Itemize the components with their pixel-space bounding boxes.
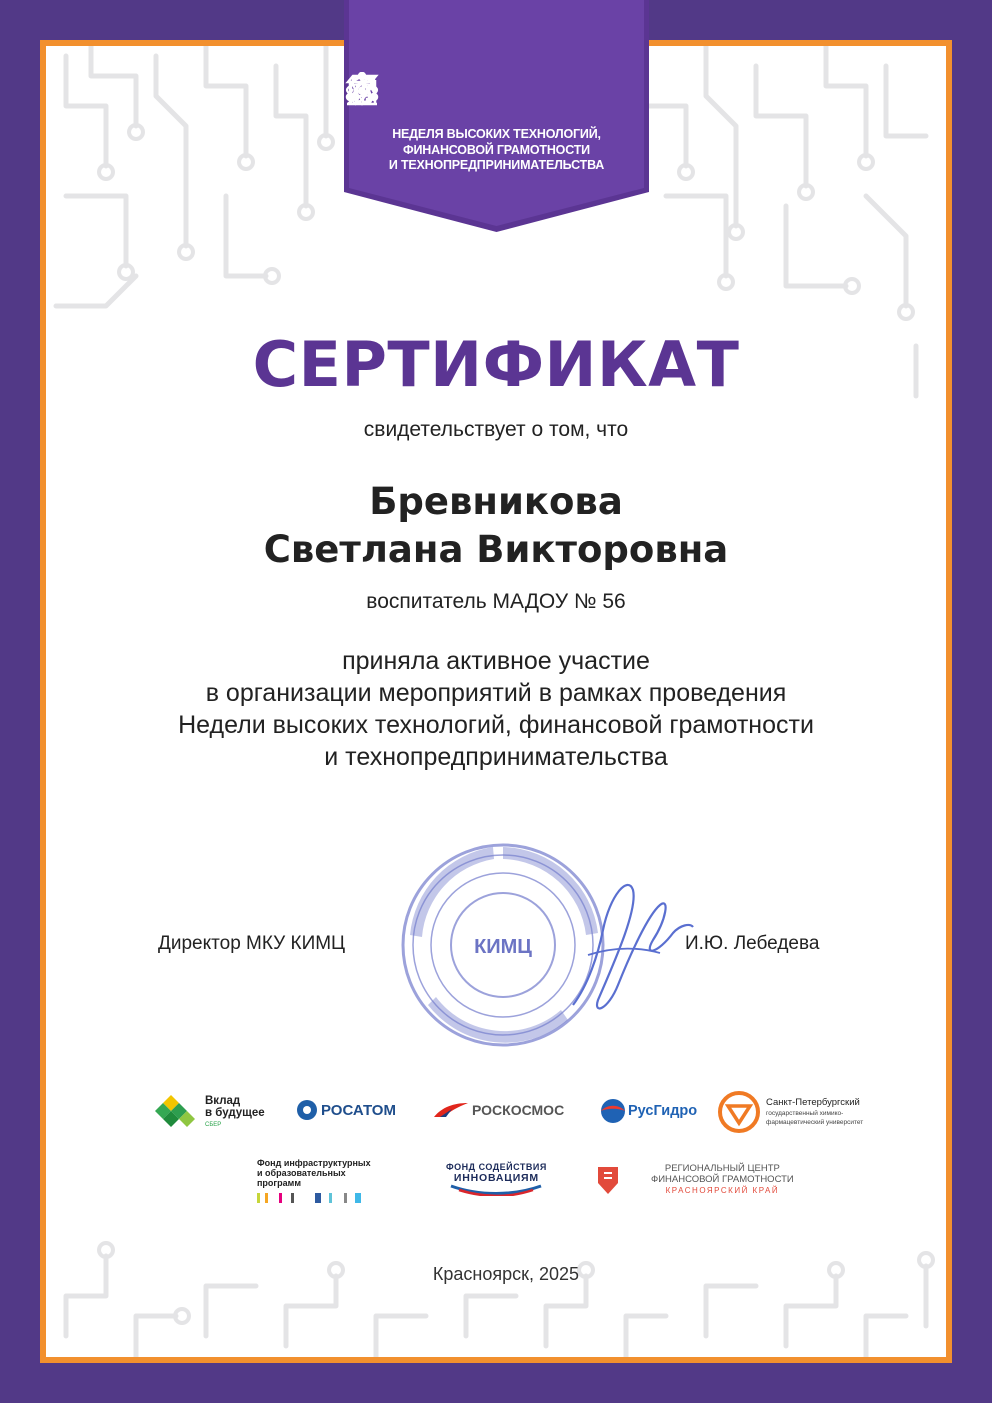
recipient-given-names: Светлана Викторовна <box>263 528 729 571</box>
vklad-line-3: СБЕР <box>205 1122 222 1128</box>
city-year: Красноярск, 2025 <box>432 1264 580 1284</box>
head-profile-icon <box>479 72 515 108</box>
logo-vklad <box>153 1093 265 1133</box>
rushydro-icon <box>600 1098 626 1124</box>
logo-regional-center <box>597 1163 794 1196</box>
vklad-line-1: Вклад <box>205 1095 241 1107</box>
vklad-logo-icon <box>153 1093 201 1133</box>
roscosmos-icon <box>432 1101 470 1119</box>
spb-line-1: Санкт-Петербургский <box>766 1097 860 1108</box>
logo-fund-innovation <box>446 1162 547 1196</box>
fund-infra-line-3: программ <box>257 1178 301 1188</box>
roscosmos-text: РОСКОСМОС <box>472 1102 565 1118</box>
rosatom-icon <box>296 1099 318 1121</box>
recipient-surname: Бревникова <box>369 480 623 523</box>
certificate-title: СЕРТИФИКАТ <box>252 328 740 401</box>
logo-fund-infra <box>257 1158 371 1203</box>
spb-line-2: государственный химико- <box>766 1110 844 1117</box>
recipient-position: воспитатель МАДОУ № 56 <box>366 590 626 613</box>
signatory-role: Директор МКУ КИМЦ <box>158 933 346 954</box>
logo-spb-university <box>717 1090 863 1134</box>
regional-center-icon <box>597 1165 619 1195</box>
fund-infra-line-1: Фонд инфраструктурных <box>257 1158 371 1168</box>
spb-line-3: фармацевтический университет <box>766 1119 864 1126</box>
logo-roscosmos <box>432 1101 564 1119</box>
rosatom-text: РОСАТОМ <box>321 1101 396 1119</box>
event-banner <box>344 0 649 232</box>
molecule-icon <box>387 72 423 108</box>
regional-line-2: ФИНАНСОВОЙ ГРАМОТНОСТИ <box>651 1174 794 1185</box>
signatory-name: И.Ю. Лебедева <box>685 933 820 954</box>
fund-innov-line-1: ФОНД СОДЕЙСТВИЯ <box>446 1162 547 1172</box>
fund-infra-line-2: и образовательных <box>257 1168 346 1178</box>
bank-columns-icon <box>525 72 561 108</box>
fund-innov-swoosh <box>449 1184 543 1196</box>
stamp-center-text: КИМЦ <box>474 936 532 958</box>
rushydro-text: РусГидро <box>628 1103 698 1119</box>
logo-rushydro <box>600 1098 697 1124</box>
regional-line-1: РЕГИОНАЛЬНЫЙ ЦЕНТР <box>664 1163 780 1174</box>
atom-icon <box>571 72 607 108</box>
partner-logos <box>0 1085 992 1215</box>
banner-title: НЕДЕЛЯ ВЫСОКИХ ТЕХНОЛОГИЙ, ФИНАНСОВОЙ ГРАМОТНОСТИ И ТЕХНОПРЕДПРИНИМАТЕЛЬСТВА <box>388 127 605 172</box>
vklad-line-2: в будущее <box>205 1107 265 1119</box>
rocket-icon <box>433 72 469 108</box>
official-stamp <box>398 835 698 1055</box>
spb-university-icon <box>717 1090 761 1134</box>
regional-line-3: КРАСНОЯРСКИЙ КРАЙ <box>665 1186 780 1195</box>
fund-infra-bars <box>257 1193 367 1203</box>
certificate-body: приняла активное участие в организации мероприятий в рамках проведения Недели высоких технологий, финансовой грамотности и технопредпринимательства <box>178 647 814 771</box>
certificate-subtitle: свидетельствует о том, что <box>363 418 629 441</box>
fund-innov-line-2: ИННОВАЦИЯМ <box>453 1172 539 1184</box>
recipient-name <box>0 478 992 574</box>
logo-rosatom <box>296 1099 396 1121</box>
